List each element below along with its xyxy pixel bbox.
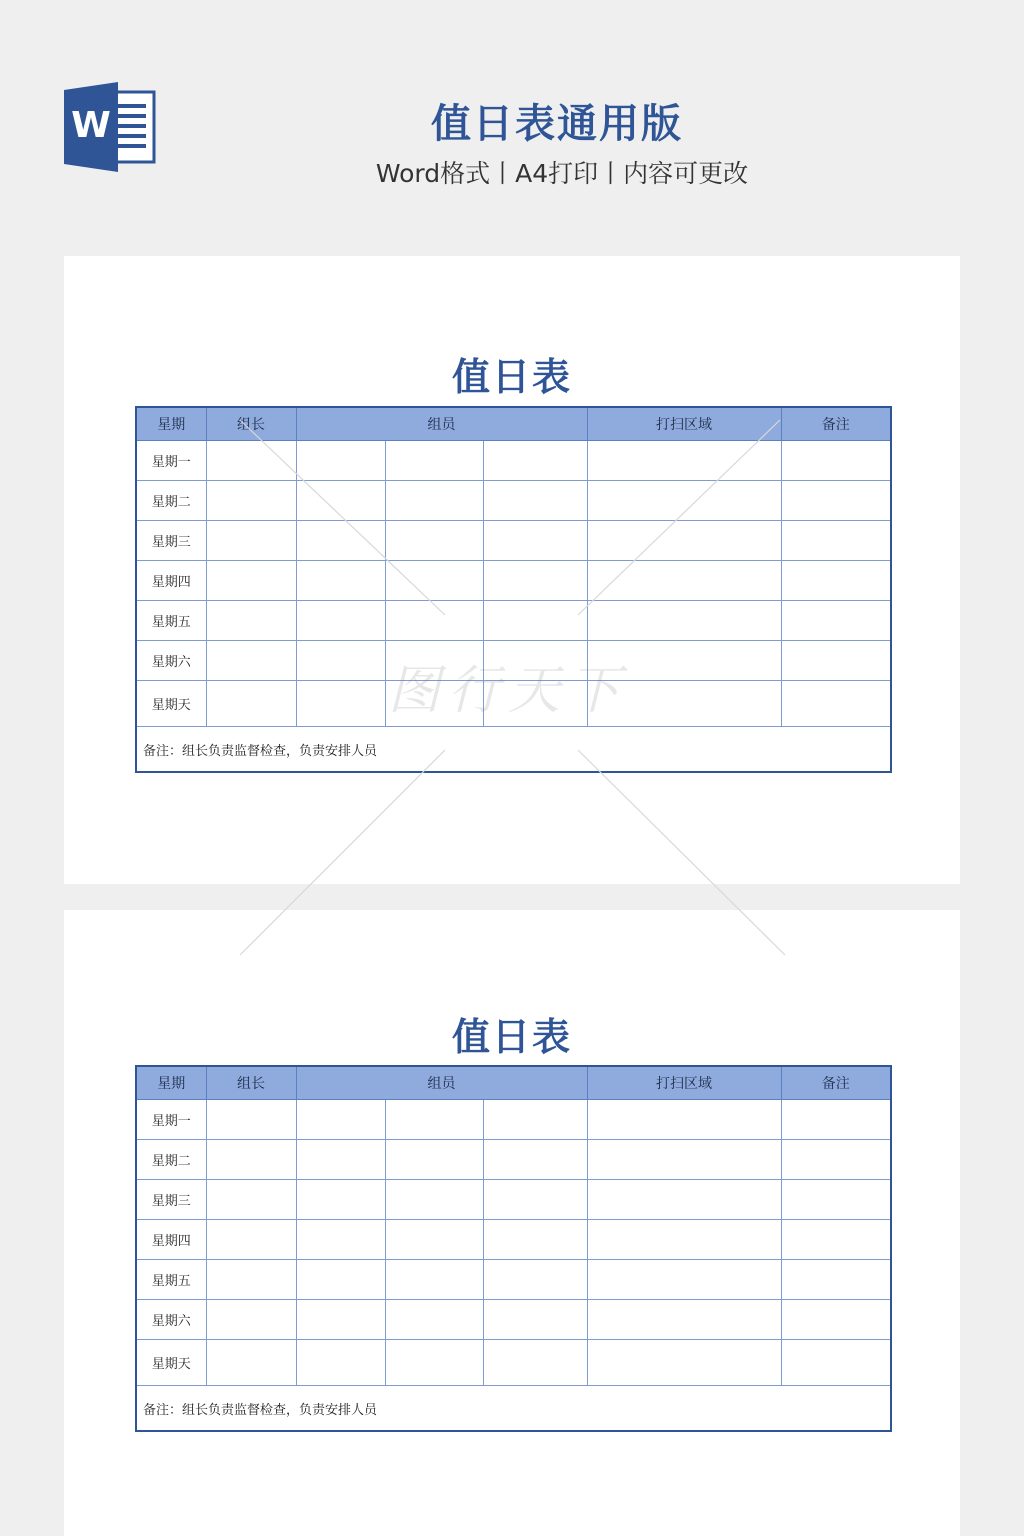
document-title: 值日表: [451, 354, 572, 399]
table-row: [136, 481, 891, 521]
leader-cell[interactable]: [206, 521, 296, 561]
member-cell[interactable]: [296, 1260, 385, 1300]
member-cell[interactable]: [385, 1340, 483, 1386]
header: [0, 0, 1024, 240]
member-cell[interactable]: [385, 561, 483, 601]
leader-cell[interactable]: [206, 481, 296, 521]
member-cell[interactable]: [385, 1300, 483, 1340]
table-header-row: [136, 407, 891, 441]
area-cell[interactable]: [587, 1140, 781, 1180]
document-page-2: [64, 910, 960, 1536]
day-cell: 星期天: [136, 681, 206, 727]
leader-cell[interactable]: [206, 1260, 296, 1300]
remark-cell[interactable]: [781, 681, 891, 727]
remark-cell[interactable]: [781, 641, 891, 681]
area-cell[interactable]: [587, 521, 781, 561]
area-cell[interactable]: [587, 441, 781, 481]
leader-cell[interactable]: [206, 601, 296, 641]
member-cell[interactable]: [296, 441, 385, 481]
page-title: 值日表通用版: [431, 101, 683, 147]
header-leader: 组长: [206, 407, 296, 441]
member-cell[interactable]: [483, 1340, 587, 1386]
header-members: 组员: [296, 1066, 587, 1100]
document-page-1: [64, 256, 960, 884]
header-area: 打扫区域: [587, 1066, 781, 1100]
member-cell[interactable]: [296, 481, 385, 521]
page-subtitle: Word格式丨A4打印丨内容可更改: [375, 159, 749, 188]
area-cell[interactable]: [587, 1300, 781, 1340]
remark-cell[interactable]: [781, 1140, 891, 1180]
area-cell[interactable]: [587, 1100, 781, 1140]
table-row: [136, 1300, 891, 1340]
remark-cell[interactable]: [781, 561, 891, 601]
day-cell: 星期四: [136, 1220, 206, 1260]
member-cell[interactable]: [385, 441, 483, 481]
member-cell[interactable]: [385, 1140, 483, 1180]
day-cell: 星期一: [136, 441, 206, 481]
remark-cell[interactable]: [781, 1100, 891, 1140]
header-members: 组员: [296, 407, 587, 441]
table-row: [136, 561, 891, 601]
area-cell[interactable]: [587, 601, 781, 641]
member-cell[interactable]: [483, 1140, 587, 1180]
member-cell[interactable]: [483, 561, 587, 601]
member-cell[interactable]: [296, 1300, 385, 1340]
table-row: [136, 1100, 891, 1140]
member-cell[interactable]: [385, 521, 483, 561]
day-cell: 星期四: [136, 561, 206, 601]
member-cell[interactable]: [483, 481, 587, 521]
member-cell[interactable]: [296, 1100, 385, 1140]
member-cell[interactable]: [483, 521, 587, 561]
table-row: [136, 441, 891, 481]
leader-cell[interactable]: [206, 1220, 296, 1260]
leader-cell[interactable]: [206, 1340, 296, 1386]
area-cell[interactable]: [587, 1260, 781, 1300]
day-cell: 星期二: [136, 481, 206, 521]
member-cell[interactable]: [296, 1340, 385, 1386]
member-cell[interactable]: [385, 1100, 483, 1140]
table-row: [136, 1260, 891, 1300]
leader-cell[interactable]: [206, 441, 296, 481]
day-cell: 星期六: [136, 1300, 206, 1340]
area-cell[interactable]: [587, 1180, 781, 1220]
remark-cell[interactable]: [781, 1300, 891, 1340]
leader-cell[interactable]: [206, 1180, 296, 1220]
day-cell: 星期一: [136, 1100, 206, 1140]
area-cell[interactable]: [587, 1340, 781, 1386]
duty-table: [135, 1065, 892, 1432]
leader-cell[interactable]: [206, 1100, 296, 1140]
remark-cell[interactable]: [781, 521, 891, 561]
remark-cell[interactable]: [781, 601, 891, 641]
table-header-row: [136, 1066, 891, 1100]
table-row: [136, 1340, 891, 1386]
table-row: [136, 1180, 891, 1220]
table-row: [136, 601, 891, 641]
remark-cell[interactable]: [781, 1220, 891, 1260]
remark-cell[interactable]: [781, 481, 891, 521]
table-note-row: [136, 727, 891, 773]
member-cell[interactable]: [483, 1180, 587, 1220]
member-cell[interactable]: [296, 1140, 385, 1180]
member-cell[interactable]: [385, 601, 483, 641]
remark-cell[interactable]: [781, 1260, 891, 1300]
table-row: [136, 1140, 891, 1180]
document-title: 值日表: [451, 1014, 572, 1059]
header-area: 打扫区域: [587, 407, 781, 441]
remark-cell[interactable]: [781, 1180, 891, 1220]
member-cell[interactable]: [296, 1220, 385, 1260]
day-cell: 星期三: [136, 1180, 206, 1220]
member-cell[interactable]: [483, 1220, 587, 1260]
leader-cell[interactable]: [206, 641, 296, 681]
header-weekday: 星期: [136, 407, 206, 441]
member-cell[interactable]: [296, 561, 385, 601]
area-cell[interactable]: [587, 481, 781, 521]
table-note: 备注：组长负责监督检查，负责安排人员: [136, 1386, 891, 1432]
area-cell[interactable]: [587, 1220, 781, 1260]
member-cell[interactable]: [296, 1180, 385, 1220]
member-cell[interactable]: [296, 601, 385, 641]
member-cell[interactable]: [483, 1300, 587, 1340]
member-cell[interactable]: [483, 441, 587, 481]
day-cell: 星期六: [136, 641, 206, 681]
leader-cell[interactable]: [206, 561, 296, 601]
member-cell[interactable]: [385, 1220, 483, 1260]
table-note: 备注：组长负责监督检查，负责安排人员: [136, 727, 891, 773]
area-cell[interactable]: [587, 561, 781, 601]
header-remark: 备注: [781, 407, 891, 441]
day-cell: 星期五: [136, 601, 206, 641]
member-cell[interactable]: [483, 1260, 587, 1300]
member-cell[interactable]: [296, 681, 385, 727]
day-cell: 星期二: [136, 1140, 206, 1180]
word-icon-letter: W: [71, 105, 111, 146]
day-cell: 星期三: [136, 521, 206, 561]
member-cell[interactable]: [385, 481, 483, 521]
member-cell[interactable]: [483, 1100, 587, 1140]
member-cell[interactable]: [296, 521, 385, 561]
day-cell: 星期天: [136, 1340, 206, 1386]
table-note-row: [136, 1386, 891, 1432]
member-cell[interactable]: [385, 1260, 483, 1300]
header-remark: 备注: [781, 1066, 891, 1100]
table-row: [136, 1220, 891, 1260]
leader-cell[interactable]: [206, 1300, 296, 1340]
watermark-text: 图行天下: [388, 661, 629, 721]
day-cell: 星期五: [136, 1260, 206, 1300]
leader-cell[interactable]: [206, 681, 296, 727]
member-cell[interactable]: [296, 641, 385, 681]
header-weekday: 星期: [136, 1066, 206, 1100]
header-leader: 组长: [206, 1066, 296, 1100]
leader-cell[interactable]: [206, 1140, 296, 1180]
remark-cell[interactable]: [781, 441, 891, 481]
remark-cell[interactable]: [781, 1340, 891, 1386]
member-cell[interactable]: [385, 1180, 483, 1220]
member-cell[interactable]: [483, 601, 587, 641]
table-row: [136, 521, 891, 561]
